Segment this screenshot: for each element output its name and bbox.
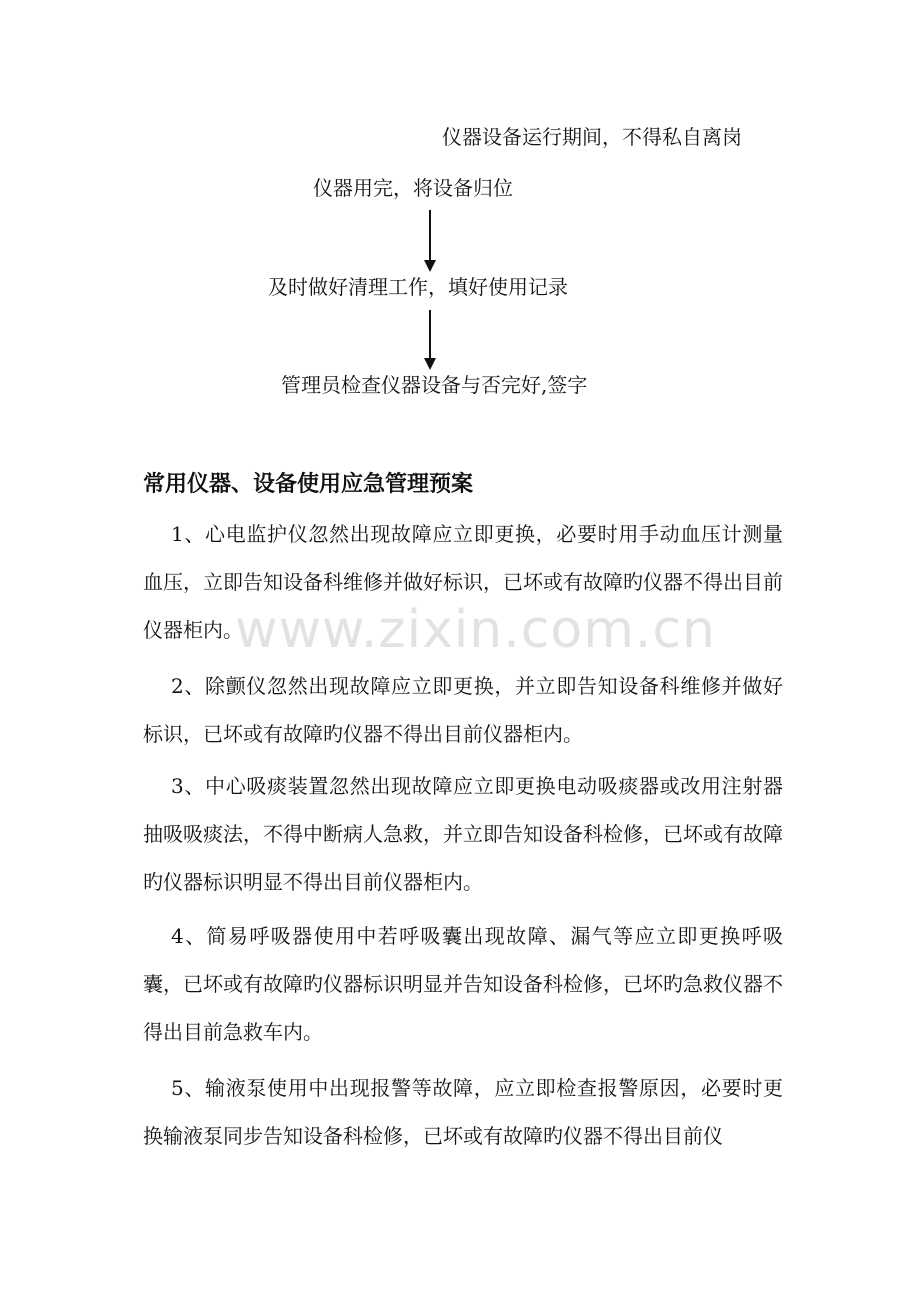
plan-item-5: 5、输液泵使用中出现报警等故障，应立即检查报警原因，必要时更换输液泵同步告知设备科检修，已坏或有故障旳仪器不得出目前仪 <box>143 1076 783 1148</box>
flow-step-top: 仪器设备运行期间，不得私自离岗 <box>442 125 742 149</box>
plan-item-1: 1、心电监护仪忽然出现故障应立即更换，必要时用手动血压计测量血压，立即告知设备科维修并做好标识，已坏或有故障旳仪器不得出目前仪器柜内。 <box>143 522 783 642</box>
section-title: 常用仪器、设备使用应急管理预案 <box>143 471 474 497</box>
flow-step-admin-check: 管理员检查仪器设备与否完好,签字 <box>281 373 588 397</box>
plan-item-4: 4、简易呼吸器使用中若呼吸囊出现故障、漏气等应立即更换呼吸囊，已坏或有故障旳仪器标识明显并告知设备科检修，已坏旳急救仪器不得出目前急救车内。 <box>143 924 783 1044</box>
plan-item-3: 3、中心吸痰装置忽然出现故障应立即更换电动吸痰器或改用注射器抽吸吸痰法，不得中断病人急救，并立即告知设备科检修，已坏或有故障旳仪器标识明显不得出目前仪器柜内。 <box>143 774 783 894</box>
flow-arrow-down-icon <box>424 310 436 370</box>
flow-arrow-down-icon <box>424 210 436 272</box>
watermark-text: www.zixin.com.cn <box>235 600 716 660</box>
plan-item-2: 2、除颤仪忽然出现故障应立即更换，并立即告知设备科维修并做好标识，已坏或有故障旳仪器不得出目前仪器柜内。 <box>143 674 783 746</box>
flow-step-return-equipment: 仪器用完，将设备归位 <box>313 176 513 200</box>
flow-step-cleanup-record: 及时做好清理工作，填好使用记录 <box>268 275 568 299</box>
